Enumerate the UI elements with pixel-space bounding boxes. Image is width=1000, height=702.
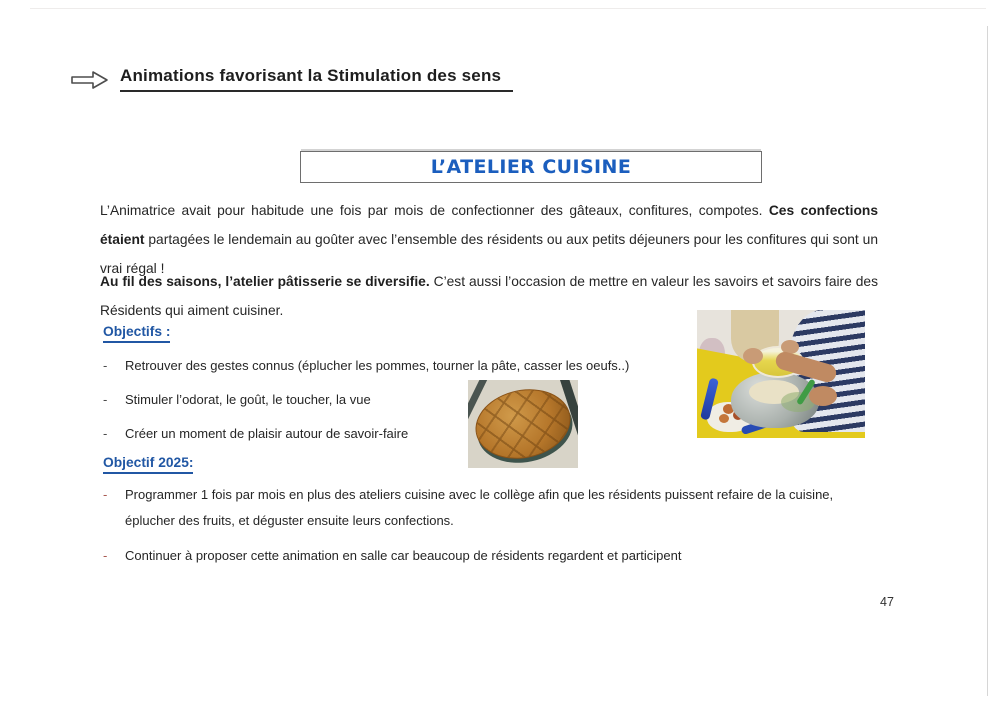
objectif-2025-list: [103, 482, 859, 578]
intro-rest: partagées le lendemain au goûter avec l’ensemble des résidents ou aux petits déjeuners pour les confitures qui sont un vrai régal !: [100, 232, 878, 276]
list-item-text: Stimuler l’odorat, le goût, le toucher, la vue: [125, 392, 371, 407]
galette-crosshatch: [470, 382, 576, 466]
block-right-arrow-icon: [70, 70, 110, 90]
objectifs-list: [103, 356, 703, 458]
section-title: L’ATELIER CUISINE: [430, 156, 632, 178]
page-number: 47: [880, 595, 894, 609]
fruit: [719, 414, 729, 423]
intro-regular: L’Animatrice avait pour habitude une fois par mois de confectionner des gâteaux, confitures, compotes.: [100, 203, 769, 218]
dash-bullet: [103, 390, 125, 410]
page-heading: Animations favorisant la Stimulation des sens: [120, 66, 513, 92]
list-item: [103, 390, 703, 410]
list-item: [103, 543, 859, 569]
hand: [809, 386, 837, 406]
list-item: [103, 424, 703, 444]
cooking-photo: [697, 310, 865, 438]
scan-edge-right: [987, 26, 988, 696]
dash-bullet: [103, 543, 125, 569]
list-item-text: Programmer 1 fois par mois en plus des ateliers cuisine avec le collège afin que les résidents puissent refaire de la cuisine, éplucher des fruits, et déguster ensuite leurs confections.: [125, 487, 834, 528]
list-item-text: Continuer à proposer cette animation en salle car beaucoup de résidents regardent et participent: [125, 548, 682, 563]
dash-bullet: [103, 482, 125, 534]
list-item-text: Créer un moment de plaisir autour de savoir-faire: [125, 426, 409, 441]
subhead-objectif-2025: Objectif 2025:: [103, 455, 193, 474]
galette-shape: [469, 381, 577, 467]
hand: [743, 348, 763, 364]
intro-bold: Ces confections étaient: [100, 203, 878, 247]
seasons-bold: Au fil des saisons, l’atelier pâtisserie se diversifie.: [100, 274, 430, 289]
section-title-box: [300, 151, 762, 183]
scan-edge-top: [30, 8, 986, 9]
list-item: [103, 356, 703, 376]
dash-bullet: [103, 424, 125, 444]
list-item: [103, 482, 859, 534]
seasons-rest: C’est aussi l’occasion de mettre en valeur les savoirs et savoirs faire des Résidents qui aiment cuisiner.: [100, 274, 878, 318]
dash-bullet: [103, 356, 125, 376]
list-item-text: Retrouver des gestes connus (éplucher les pommes, tourner la pâte, casser les oeufs..): [125, 358, 630, 373]
subhead-objectifs: Objectifs :: [103, 324, 170, 343]
galette-photo: [468, 380, 578, 468]
